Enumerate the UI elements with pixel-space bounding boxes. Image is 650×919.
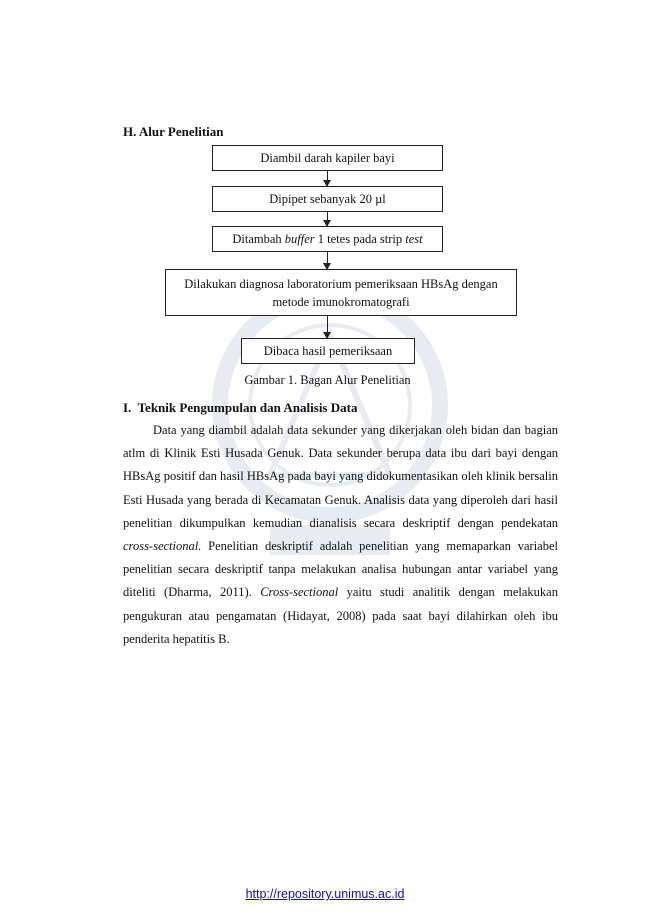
flow-step-4 (165, 269, 517, 316)
section-h-heading: H. Alur Penelitian (123, 124, 224, 139)
flow-arrow-4 (327, 316, 328, 338)
flow-step-1 (212, 145, 443, 171)
paragraph-emphasis-1: cross-sectional. (123, 539, 202, 554)
flow-step-3 (212, 226, 443, 252)
flow-step-5-label: Dibaca hasil pemeriksaan (263, 344, 393, 358)
flow-arrow-1 (327, 171, 328, 186)
flow-step-3-label: Ditambah buffer 1 tetes pada strip test (232, 232, 423, 246)
paragraph-emphasis-2: Cross-sectional (260, 585, 339, 600)
paragraph-text-3: yaitu studi analitik dengan melakukan pengukuran atau pengamatan (Hidayat, 2008) pada saat bayi dilahirkan oleh ibu penderita hepatitis B. (123, 585, 558, 646)
flow-step-4-line-1: Dilakukan diagnosa laboratorium pemeriksaan HBsAg dengan (184, 276, 498, 291)
repository-link[interactable]: http://repository.unimus.ac.id (245, 887, 405, 901)
section-i-heading: I. Teknik Pengumpulan dan Analisis Data (123, 400, 358, 415)
paragraph-text-1: Data yang diambil adalah data sekunder yang dikerjakan oleh bidan dan bagian atlm di Klinik Esti Husada Genuk. Data sekunder berupa data ibu dari bayi dengan HBsAg positif dan hasil HBsAg pada bayi yang didokumentasikan oleh klinik bersalin Esti Husada yang berada di Kecamatan Genuk. Analisis data yang diperoleh dari hasil penelitian dikumpulkan kemudian dianalisis secara deskriptif dengan pendekatan (123, 423, 558, 530)
paragraph-text-2: Penelitian deskriptif adalah penelitian yang memaparkan variabel penelitian secara deskriptif tanpa melakukan analisa hubungan antar variabel yang diteliti (Dharma, 2011). (123, 539, 558, 600)
figure-caption: Gambar 1. Bagan Alur Penelitian (244, 373, 411, 387)
flow-step-5 (241, 338, 415, 364)
flow-step-2-label: Dipipet sebanyak 20 µl (269, 192, 386, 206)
flow-arrow-3 (327, 252, 328, 269)
flow-arrow-2 (327, 212, 328, 226)
flow-step-1-label: Diambil darah kapiler bayi (260, 151, 395, 165)
body-paragraph (123, 419, 558, 651)
flow-step-4-line-2: metode imunokromatografi (272, 294, 410, 309)
flow-step-2 (212, 186, 443, 212)
